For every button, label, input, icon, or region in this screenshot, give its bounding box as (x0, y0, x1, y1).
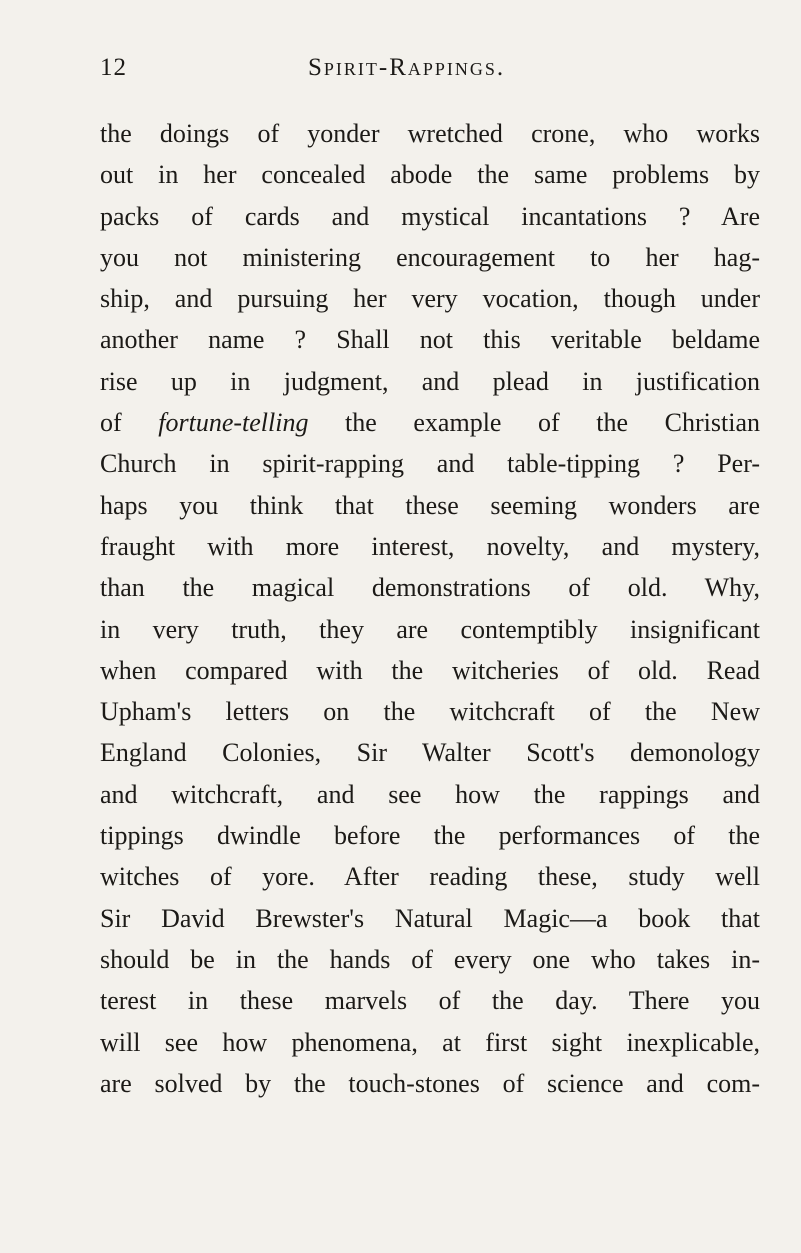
line-text-after: the example of the Christian (308, 408, 760, 438)
running-title: Spirit-Rappings. (308, 54, 506, 81)
italic-phrase: fortune-telling (158, 408, 309, 438)
text-line: and witchcraft, and see how the rappings and (100, 779, 760, 809)
text-line: packs of cards and mystical incantations ? Are (100, 201, 760, 231)
text-line: fraught with more interest, novelty, and mystery, (100, 531, 760, 561)
line-text-before: of (100, 408, 159, 438)
text-line: haps you think that these seeming wonders are (100, 490, 760, 520)
page-number: 12 (100, 54, 127, 81)
text-line: the doings of yonder wretched crone, who works (100, 119, 760, 148)
text-line: Sir David Brewster's Natural Magic—a book that (100, 903, 760, 933)
text-line: terest in these marvels of the day. There you (100, 986, 760, 1016)
text-line: rise up in judgment, and plead in justification (100, 366, 760, 396)
body-text (100, 113, 760, 1104)
text-line: tippings dwindle before the performances of the (100, 821, 760, 851)
text-line: ship, and pursuing her very vocation, though under (100, 284, 760, 314)
text-line: will see how phenomena, at first sight inexplicable, (100, 1027, 760, 1057)
text-line: than the magical demonstrations of old. Why, (100, 573, 760, 603)
text-line: out in her concealed abode the same problems by (100, 160, 760, 190)
text-line: England Colonies, Sir Walter Scott's demonology (100, 738, 760, 768)
running-head (100, 54, 760, 88)
text-line: when compared with the witcheries of old. Read (100, 655, 760, 685)
text-line: are solved by the touch-stones of science and com- (100, 1068, 760, 1098)
text-line: you not ministering encouragement to her hag- (100, 242, 760, 272)
text-line: should be in the hands of every one who takes in- (100, 944, 760, 974)
text-line: Upham's letters on the witchcraft of the New (100, 697, 760, 727)
text-line: another name ? Shall not this veritable beldame (100, 325, 760, 355)
text-line-with-italic (100, 402, 760, 443)
text-line: in very truth, they are contemptibly insignificant (100, 614, 760, 644)
text-line: Church in spirit-rapping and table-tipping ? Per- (100, 449, 760, 479)
text-line: witches of yore. After reading these, study well (100, 862, 760, 892)
